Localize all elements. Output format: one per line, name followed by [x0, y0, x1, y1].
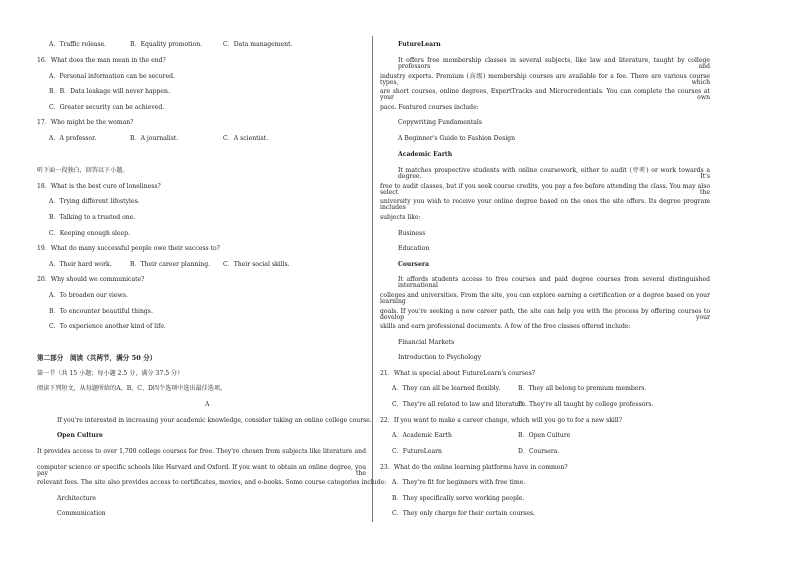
course-item: Architecture — [57, 495, 96, 502]
column-divider — [372, 36, 373, 522]
question-stem: 17．Who might be the woman? — [37, 119, 134, 126]
question-stem: 21．What is special about FutureLearn's courses? — [380, 370, 536, 377]
question-stem: 23．What do the online learning platforms have in common? — [380, 464, 568, 471]
part-two-title: 第二部分 阅读（共两节，满分 50 分） — [37, 354, 157, 362]
option-b: B．Equality promotion. — [130, 41, 203, 48]
option-b: B．They specifically serve working people. — [392, 495, 525, 502]
option-b: B．To encounter beautiful things. — [49, 308, 153, 315]
question-stem: 19．What do many successful people owe their success to? — [37, 245, 220, 252]
course-item: A Beginner's Guide to Fashion Design — [398, 135, 515, 142]
option-c: C．A scientist. — [223, 135, 269, 142]
option-a: A．Trying different lifestyles. — [49, 198, 140, 205]
paragraph-line: It affords students access to free courses and paid degree courses from several distinguished international — [398, 276, 710, 290]
coursera-heading: Coursera — [398, 261, 430, 268]
course-item: Copywriting Fundamentals — [398, 119, 482, 126]
paragraph-line: pace. Featured courses include: — [380, 104, 479, 111]
option-c: C．To experience another kind of life. — [49, 323, 166, 330]
option-b: B．Their career planning. — [130, 261, 211, 268]
paragraph-line: colleges and universities. From the site, you can explore earning a certification or a degree based on your learning — [380, 292, 710, 306]
question-stem: 18．What is the best cure of loneliness? — [37, 183, 161, 190]
question-stem: 20．Why should we communicate? — [37, 276, 145, 283]
option-d: D．Coursera. — [518, 448, 560, 455]
option-c: C．Keeping enough sleep. — [49, 230, 130, 237]
reading-instruction: 阅读下列短文，从每题所给的A、B、C、D四个选项中选出最佳选项。 — [37, 385, 227, 392]
paragraph-line: goals. If you're seeking a new career path, the site can help you with the process by offering courses to develop your — [380, 308, 710, 322]
course-item: Communication — [57, 510, 106, 517]
question-stem: 16．What does the man mean in the end? — [37, 57, 166, 64]
option-a: A．They're fit for beginners with free time. — [392, 479, 526, 486]
monologue-instruction: 听下面一段独白，回答以下小题。 — [37, 167, 129, 174]
option-a: A．To broaden our views. — [49, 292, 128, 299]
paragraph-line: university you wish to receive your online degree based on the ones the site offers. Its degree program includes — [380, 198, 710, 212]
course-item: Education — [398, 245, 430, 252]
option-c: C．Their social skills. — [223, 261, 290, 268]
open-culture-heading: Open Culture — [57, 432, 103, 439]
option-b: B．They all belong to premium members. — [518, 385, 647, 392]
question-stem: 22．If you want to make a career change, which will you go to for a new skill? — [380, 417, 623, 424]
option-b: B．B．Data leakage will never happen. — [49, 88, 170, 95]
academic-earth-heading: Academic Earth — [398, 151, 453, 158]
paragraph-line: It provides access to over 1,700 college courses for free. They're chosen from subjects like literature and — [37, 448, 366, 455]
passage-intro: If you're interested in increasing your academic knowledge, consider taking an online college course. — [57, 417, 372, 424]
option-b: B．A journalist. — [130, 135, 179, 142]
paragraph-line: It matches prospective students with online coursework, either to audit (旁听) or work towards a degree. It's — [398, 167, 710, 181]
paragraph-line: computer science or specific schools like Harvard and Oxford. If you want to obtain an online degree, you pay the — [37, 464, 366, 478]
course-item: Financial Markets — [398, 339, 455, 346]
course-item: Business — [398, 230, 426, 237]
option-d: D．They're all taught by college professors. — [518, 401, 654, 408]
paragraph-line: are short courses, online degrees, ExpertTracks and Microcredentials. You can complete the courses at your own — [380, 88, 710, 102]
futurelearn-heading: FutureLearn — [398, 41, 441, 48]
option-a: A．They can all be learned flexibly. — [392, 385, 501, 392]
option-c: C．They're all related to law and literature. — [392, 401, 527, 408]
option-b: B．Talking to a trusted one. — [49, 214, 136, 221]
paragraph-line: It offers free membership classes in several subjects, like law and literature, taught by college professors and — [398, 57, 710, 71]
option-a: A．Traffic release. — [49, 41, 107, 48]
option-c: C．FutureLearn — [392, 448, 442, 455]
paragraph-line: free to audit classes, but if you seek course credits, you pay a fee before attending the class. You may also select the — [380, 183, 710, 197]
option-c: C．Data management. — [223, 41, 293, 48]
paragraph-line: relevant fees. The site also provides access to certificates, movies, and e-books. Some course categories include: — [37, 479, 387, 486]
option-c: C．Greater security can be achieved. — [49, 104, 165, 111]
paragraph-line: subjects like: — [380, 214, 421, 221]
option-a: A．Their hard work. — [49, 261, 112, 268]
passage-letter: A — [205, 401, 210, 408]
option-c: C．They only charge for their certain courses. — [392, 510, 536, 517]
course-item: Introduction to Psychology — [398, 354, 482, 361]
option-a: A．Academic Earth — [392, 432, 452, 439]
paragraph-line: skills and earn professional documents. A few of the free classes offered include: — [380, 323, 631, 330]
paragraph-line: industry experts. Premium (高级) membership courses are available for a fee. There are various course types, which — [380, 73, 710, 87]
section-one-heading: 第一节（共 15 小题；每小题 2.5 分，满分 37.5 分） — [37, 370, 184, 377]
option-a: A．Personal information can be secured. — [49, 73, 175, 80]
option-a: A．A professor. — [49, 135, 97, 142]
option-b: B．Open Culture — [518, 432, 571, 439]
